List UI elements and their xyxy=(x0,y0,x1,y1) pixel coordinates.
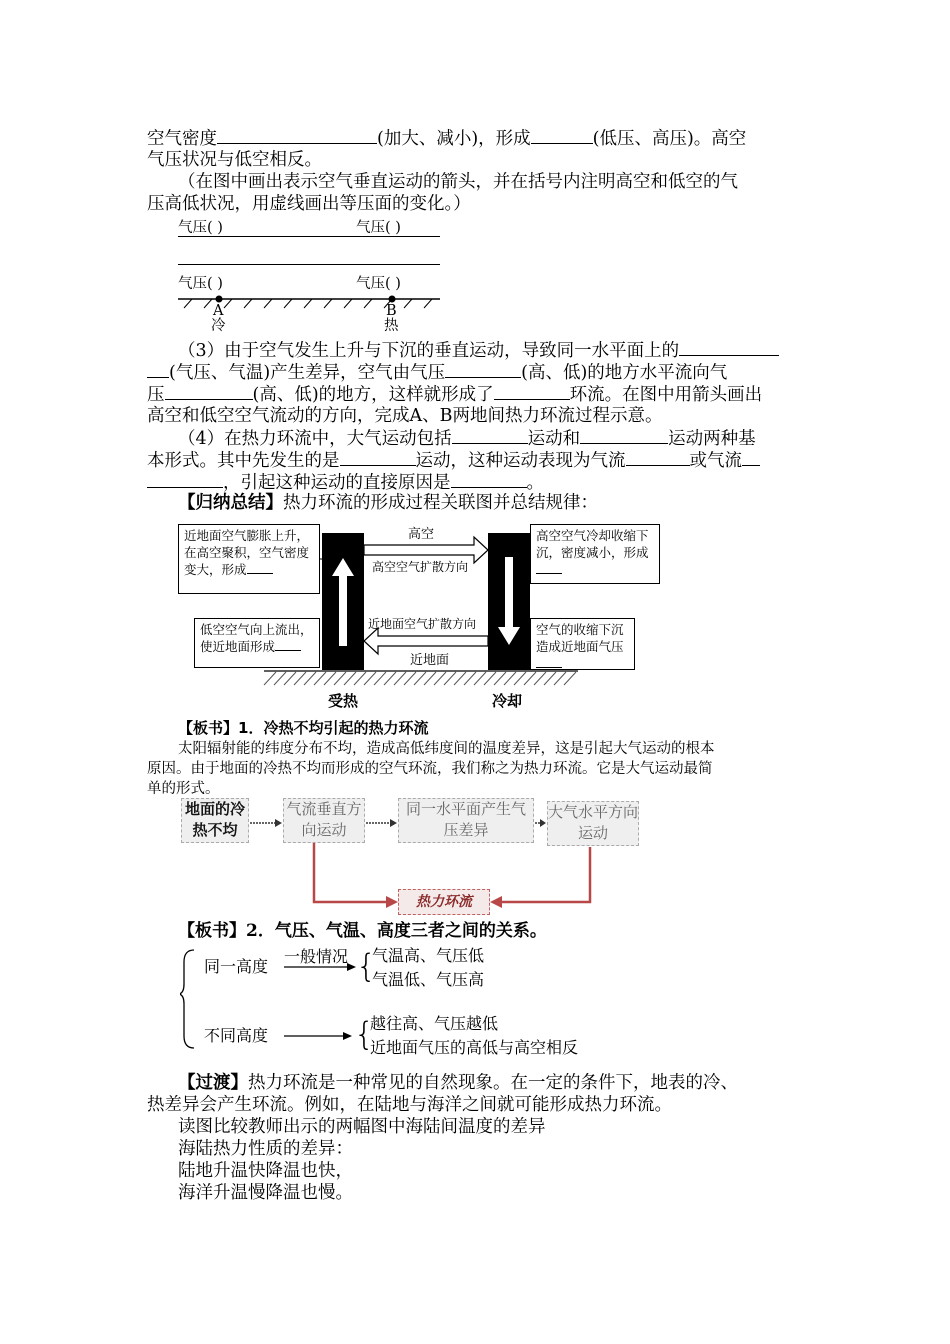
blank xyxy=(451,471,527,488)
text-line: 海洋升温慢降温也慢。 xyxy=(178,1183,353,1203)
blank xyxy=(147,361,169,378)
blank xyxy=(165,383,253,400)
text-line: 高空和低空空气流动的方向，完成A、B两地间热力环流过程示意。 xyxy=(147,406,663,426)
text: (高、低)的地方水平流向气 xyxy=(521,363,728,383)
text: 。 xyxy=(526,473,544,493)
blank xyxy=(531,127,593,144)
different-height-label: 不同高度 xyxy=(204,1026,269,1045)
flow-result-thermal-circulation: 热力环流 xyxy=(398,889,490,915)
heated-caption: 受热 xyxy=(328,692,359,710)
text-line xyxy=(147,471,544,494)
text: 运动两种基 xyxy=(668,429,756,449)
brace-same-height: { xyxy=(356,947,377,985)
pressure-label-upper-right: 气压( ) xyxy=(356,220,401,236)
text: (气压、气温)产生差异，空气由气压 xyxy=(169,363,446,383)
flow-box-vertical-motion: 气流垂直方向运动 xyxy=(283,798,365,843)
text-line: 读图比较教师出示的两幅图中海陆间温度的差异 xyxy=(178,1117,546,1137)
cooled-caption: 冷却 xyxy=(492,692,523,710)
blank xyxy=(580,427,668,444)
general-case-label: 一般情况 xyxy=(284,947,349,966)
pressure-label-lower-left: 气压( ) xyxy=(178,276,223,292)
text-line: 陆地升温快降温也快， xyxy=(178,1161,353,1181)
blank xyxy=(452,427,528,444)
text: 本形式。其中先发生的是 xyxy=(147,451,340,471)
text-line: 原因。由于地面的冷热不均而形成的空气环流，我们称之为热力环流。它是大气运动最简 xyxy=(147,761,713,777)
transition-line-1 xyxy=(178,1072,738,1094)
pressure-label-lower-right: 气压( ) xyxy=(356,276,401,292)
text-line xyxy=(147,383,762,406)
relation-higher-lower-pressure: 越往高、气压越低 xyxy=(370,1014,499,1033)
text: 运动，这种运动表现为气流 xyxy=(415,451,626,471)
text: (高、低)的地方，这样就形成了 xyxy=(252,385,494,405)
summary-tag: 【归纳总结】 xyxy=(178,493,283,513)
summary-heading xyxy=(178,492,598,514)
blank xyxy=(626,449,690,466)
flow-box-pressure-difference: 同一水平面产生气压差异 xyxy=(398,798,534,843)
blank xyxy=(340,449,416,466)
blank xyxy=(445,361,521,378)
pressure-label-upper-left: 气压( ) xyxy=(178,220,223,236)
ground-diffusion-label: 近地面空气扩散方向 xyxy=(368,617,477,631)
flow-box-uneven-heating: 地面的冷热不均 xyxy=(181,798,249,843)
upper-isobar-line xyxy=(178,236,440,237)
upper-diffusion-label: 高空空气扩散方向 xyxy=(372,560,469,574)
board-title: 1．冷热不均引起的热力环流 xyxy=(238,719,429,737)
pressure-diagram xyxy=(178,218,443,333)
middle-line xyxy=(178,264,440,265)
flow-box-horizontal-motion: 大气水平方向运动 xyxy=(547,801,639,846)
relation-surface-opposite-upper: 近地面气压的高低与高空相反 xyxy=(370,1038,579,1057)
blank xyxy=(147,471,223,488)
text: 热力环流是一种常见的自然现象。在一定的条件下，地表的冷、 xyxy=(248,1073,738,1093)
box-top-right: 高空空气冷却收缩下沉，密度减小，形成 xyxy=(530,524,660,584)
cold-label: 冷 xyxy=(211,318,226,334)
board-heading-2 xyxy=(178,920,547,942)
text-line: 气压状况与低空相反。 xyxy=(147,150,322,170)
flow-chart xyxy=(178,795,648,920)
text: (加大、减小)，形成 xyxy=(377,129,531,149)
text-line: （在图中画出表示空气垂直运动的箭头，并在括号内注明高空和低空的气 xyxy=(178,172,738,192)
blank xyxy=(742,449,760,466)
board-tag: 【板书】 xyxy=(178,719,239,737)
text-line: 热差异会产生环流。例如，在陆地与海洋之间就可能形成热力环流。 xyxy=(147,1095,672,1115)
relation-diagram xyxy=(180,942,620,1062)
paragraph-3 xyxy=(178,339,779,362)
blank xyxy=(494,383,570,400)
text-line xyxy=(147,361,727,384)
board-heading-1 xyxy=(178,718,428,738)
board-title: 2．气压、气温、高度三者之间的关系。 xyxy=(246,921,547,941)
point-b-label: B xyxy=(386,303,397,319)
blank xyxy=(217,127,377,144)
summary-text: 热力环流的形成过程关联图并总结规律： xyxy=(283,493,598,513)
transition-tag: 【过渡】 xyxy=(178,1073,248,1093)
paragraph-density xyxy=(147,127,746,150)
relation-high-temp-low-pressure: 气温高、气压低 xyxy=(372,946,485,965)
text: 或气流 xyxy=(689,451,742,471)
point-a-label: A xyxy=(213,303,224,319)
text: 空气密度 xyxy=(147,129,217,149)
text-line: 太阳辐射能的纬度分布不均，造成高低纬度间的温度差异，这是引起大气运动的根本 xyxy=(178,741,715,757)
text-line xyxy=(147,449,760,472)
box-bottom-left: 低空空气向上流出，使近地面形成 xyxy=(194,618,320,668)
text-line: 单的形式。 xyxy=(147,781,220,797)
text: ，引起这种运动的直接原因是 xyxy=(223,473,451,493)
ground-level-label: 近地面 xyxy=(410,653,450,668)
paragraph-4 xyxy=(178,427,756,450)
upper-air-label: 高空 xyxy=(408,527,435,542)
box-bottom-right: 空气的收缩下沉造成近地面气压 xyxy=(530,618,635,670)
same-height-label: 同一高度 xyxy=(204,957,269,976)
text: 环流。在图中用箭头画出 xyxy=(569,385,763,405)
brace-different-height: { xyxy=(354,1015,375,1053)
text: 运动和 xyxy=(527,429,581,449)
box-top-left: 近地面空气膨胀上升，在高空聚积，空气密度变大，形成 xyxy=(178,524,320,594)
text: （3）由于空气发生上升与下沉的垂直运动，导致同一水平面上的 xyxy=(178,341,680,361)
text-line: 压高低状况，用虚线画出等压面的变化。） xyxy=(147,194,471,214)
thermal-circulation-diagram xyxy=(178,518,668,718)
text-line: 海陆热力性质的差异： xyxy=(178,1139,353,1159)
text: （4）在热力环流中，大气运动包括 xyxy=(178,429,452,449)
relation-low-temp-high-pressure: 气温低、气压高 xyxy=(372,970,485,989)
hot-label: 热 xyxy=(384,318,399,334)
text: 压 xyxy=(147,385,165,405)
text: (低压、高压)。高空 xyxy=(592,129,747,149)
board-tag: 【板书】 xyxy=(178,921,246,941)
blank xyxy=(679,339,779,356)
